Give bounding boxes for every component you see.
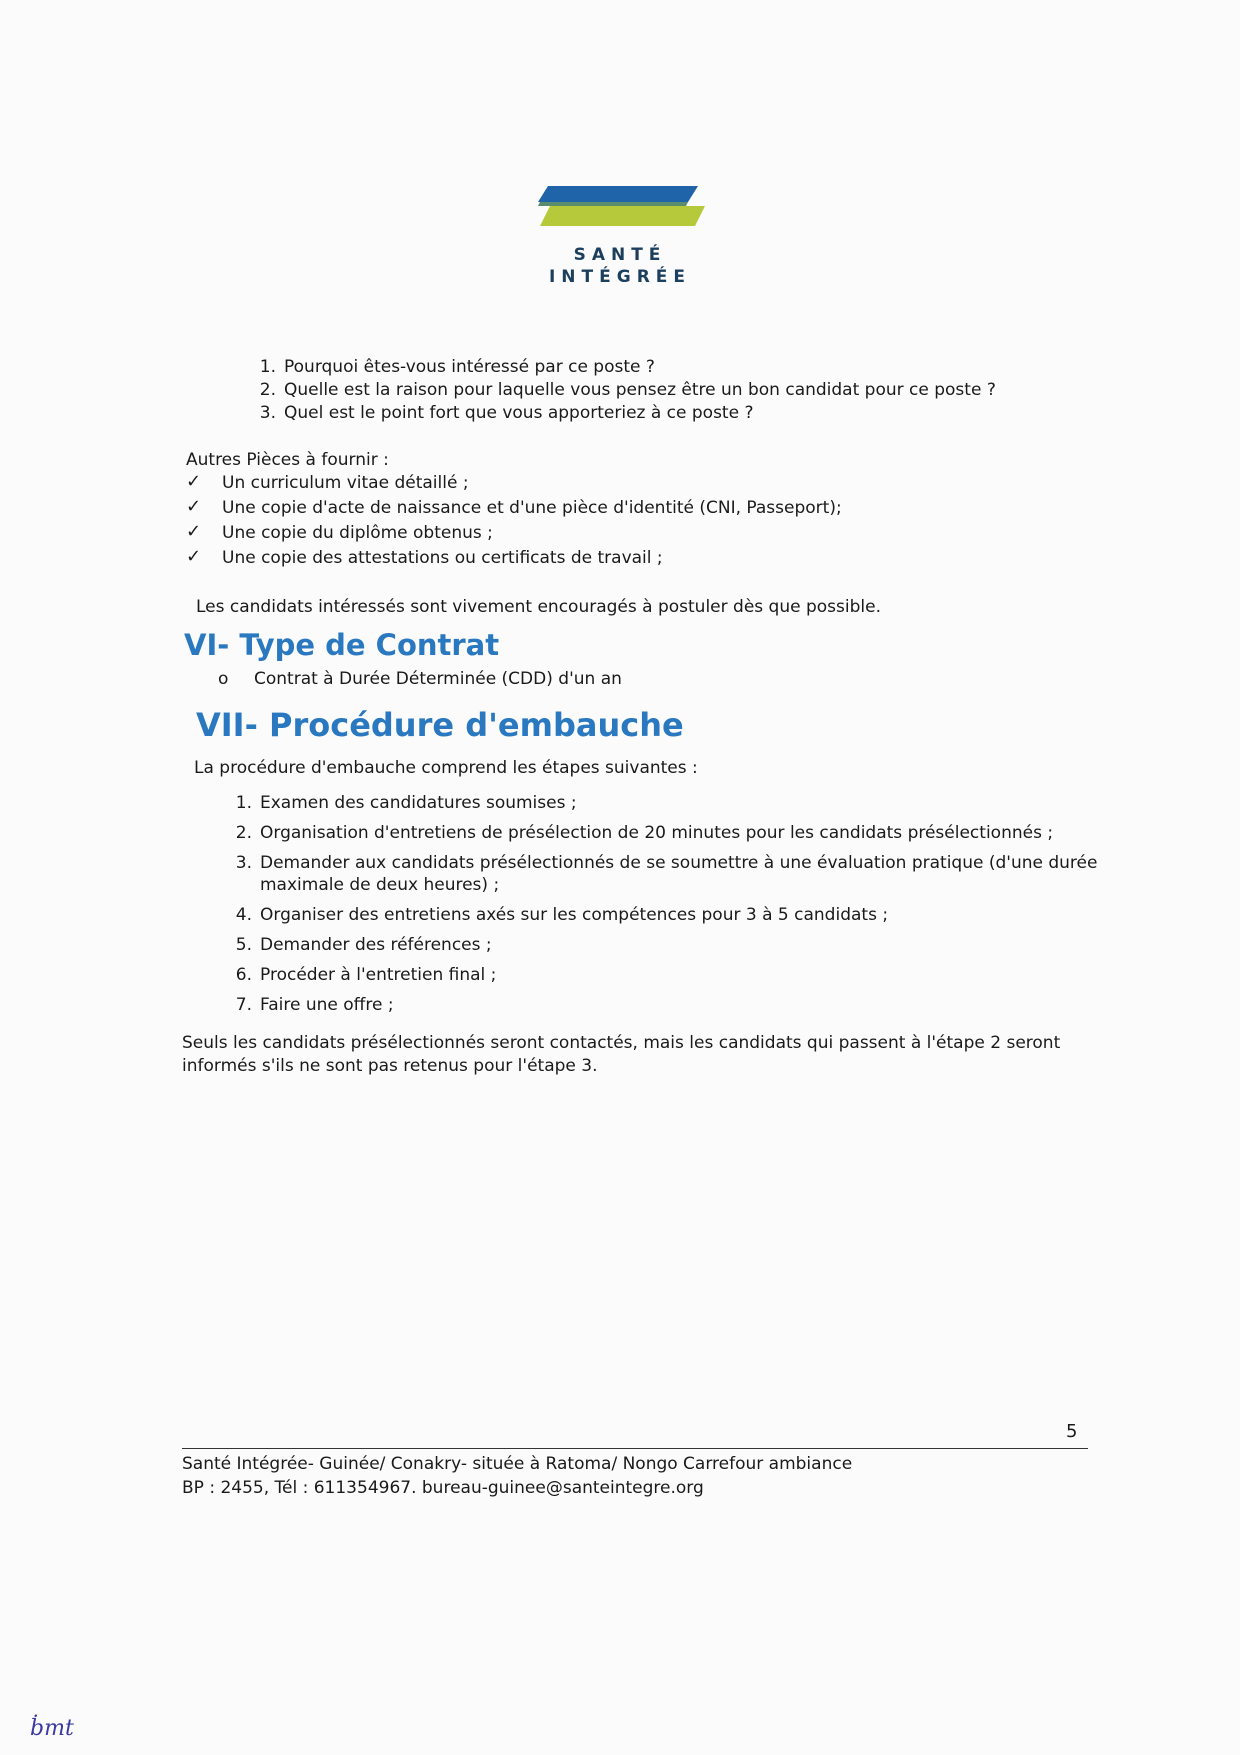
- contract-item: [218, 669, 622, 689]
- page-number: 5: [1066, 1421, 1078, 1442]
- item-text: Un curriculum vitae détaillé ;: [222, 473, 469, 493]
- item-number: 1.: [259, 357, 276, 377]
- list-item: [250, 379, 996, 402]
- encouragement-text: Les candidats intéressés sont vivement encouragés à postuler dès que possible.: [196, 597, 881, 617]
- logo-stripes-icon: [530, 180, 710, 240]
- item-number: 3.: [235, 853, 252, 873]
- item-number: 7.: [235, 995, 252, 1015]
- item-text: Pourquoi êtes-vous intéressé par ce poste ?: [284, 357, 655, 377]
- item-text: Demander aux candidats présélectionnés de se soumettre à une évaluation pratique (d'une durée maximale de deux heures) ;: [260, 853, 1098, 895]
- footer: [182, 1452, 852, 1500]
- item-text: Faire une offre ;: [260, 995, 394, 1015]
- procedure-conclusion: Seuls les candidats présélectionnés seront contactés, mais les candidats qui passent à l'étape 2 seront informés s'ils ne sont pas retenus pour l'étape 3.: [182, 1033, 1061, 1076]
- item-text: Une copie des attestations ou certificats de travail ;: [222, 548, 663, 568]
- list-item: [186, 472, 842, 497]
- item-number: 3.: [259, 403, 276, 423]
- list-item: [226, 964, 1106, 986]
- list-item: [186, 547, 842, 572]
- checkmark-icon: ✓: [186, 471, 202, 492]
- logo-text-line2: INTÉGRÉE: [548, 267, 692, 287]
- item-number: 4.: [235, 905, 252, 925]
- list-item: [226, 822, 1106, 844]
- item-number: 5.: [235, 935, 252, 955]
- item-number: 2.: [235, 823, 252, 843]
- list-item: [226, 904, 1106, 926]
- logo-text-line1: SANTÉ: [573, 245, 667, 265]
- list-item: [226, 994, 1106, 1016]
- footer-address: Santé Intégrée- Guinée/ Conakry- située à Ratoma/ Nongo Carrefour ambiance: [182, 1454, 853, 1474]
- item-number: 6.: [235, 965, 252, 985]
- contract-text: Contrat à Durée Déterminée (CDD) d'un an: [254, 669, 622, 689]
- procedure-intro: La procédure d'embauche comprend les étapes suivantes :: [194, 758, 698, 778]
- item-number: 1.: [235, 793, 252, 813]
- section-vii-heading: VII- Procédure d'embauche: [196, 706, 684, 744]
- circle-bullet-icon: o: [218, 669, 229, 689]
- item-text: Quelle est la raison pour laquelle vous pensez être un bon candidat pour ce poste ?: [284, 380, 996, 400]
- questions-list: [250, 356, 996, 425]
- item-text: Procéder à l'entretien final ;: [260, 965, 497, 985]
- documents-list: [186, 472, 842, 572]
- item-text: Une copie d'acte de naissance et d'une pièce d'identité (CNI, Passeport);: [222, 498, 842, 518]
- checkmark-icon: ✓: [186, 521, 202, 542]
- list-item: [250, 356, 996, 379]
- item-text: Examen des candidatures soumises ;: [260, 793, 577, 813]
- list-item: [226, 792, 1106, 814]
- list-item: [186, 522, 842, 547]
- organization-logo: [520, 180, 720, 290]
- item-text: Quel est le point fort que vous apporteriez à ce poste ?: [284, 403, 754, 423]
- section-vi-heading: VI- Type de Contrat: [184, 628, 500, 662]
- procedure-steps-list: [226, 792, 1106, 1024]
- item-text: Une copie du diplôme obtenus ;: [222, 523, 493, 543]
- item-text: Organisation d'entretiens de présélection de 20 minutes pour les candidats présélectionnés ;: [260, 823, 1054, 843]
- handwritten-initials: ḃmt: [30, 1716, 74, 1741]
- item-number: 2.: [259, 380, 276, 400]
- list-item: [186, 497, 842, 522]
- list-item: [226, 852, 1106, 896]
- item-text: Organiser des entretiens axés sur les compétences pour 3 à 5 candidats ;: [260, 905, 889, 925]
- footer-divider: [182, 1448, 1088, 1449]
- documents-title: Autres Pièces à fournir :: [186, 450, 389, 470]
- item-text: Demander des références ;: [260, 935, 492, 955]
- checkmark-icon: ✓: [186, 546, 202, 567]
- footer-contact: BP : 2455, Tél : 611354967. bureau-guinee@santeintegre.org: [182, 1478, 704, 1498]
- checkmark-icon: ✓: [186, 496, 202, 517]
- list-item: [250, 402, 996, 425]
- list-item: [226, 934, 1106, 956]
